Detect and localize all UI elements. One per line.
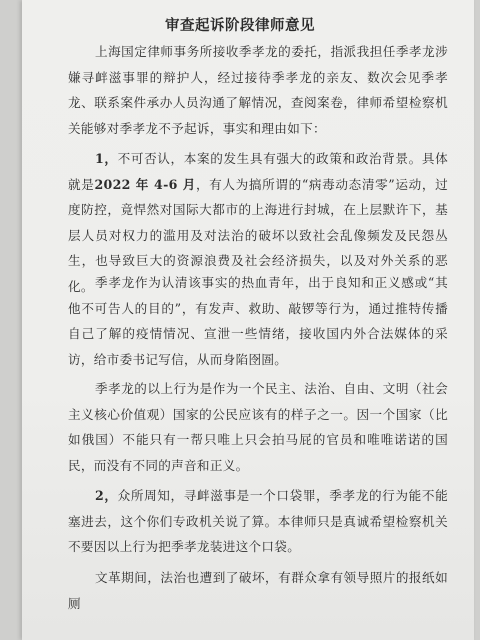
paragraph-text: ，有人为搞所谓的“病毒动态清零”运动，过度防控，竟悍然对国际大都市的上海进行封城，在上层默许下，基层人员对权力的滥用及对法治的破坏以致社会乱像频发及民怨丛生，也导致巨大的资源浪费及社会经济损失，以及对外关系的恶化。 <box>68 176 448 294</box>
paragraph-text: 不可否认，本案的发生具有强大的政策和政治背景。具体就是 <box>68 151 448 192</box>
paragraph-point-2 <box>68 483 448 560</box>
date-range: 2022 年 4-6 月 <box>94 176 196 192</box>
paragraph-values: 季孝龙的以上行为是作为一个民主、法治、自由、文明（社会主义核心价值观）国家的公民应该有的样子之一。因一个国家（比如俄国）不能只有一帮只唯上只会拍马屁的官员和唯唯诺诺的国民，而没有不同的声音和正义。 <box>68 381 448 473</box>
point-number: 2， <box>95 488 118 503</box>
paragraph-intro: 上海国定律师事务所接收季孝龙的委托，指派我担任季孝龙涉嫌寻衅滋事罪的辩护人，经过接待季孝龙的亲友、数次会见季孝龙、联系案件承办人员沟通了解情况，查阅案卷，律师希望检察机关能够对季孝龙不予起诉，事实和理由如下： <box>68 44 448 136</box>
paragraph-cultural-revolution: 文革期间，法治也遭到了破坏，有群众拿有领导照片的报纸如厕 <box>68 570 448 611</box>
paragraph-actions: 季孝龙作为认清该事实的热血青年，出于良知和正义感或“其他不可告人的目的”，有发声、救助、敲锣等行为，通过推特传播自己了解的疫情情况、宣泄一些情绪，接收国内外合法媒体的采访，给市委书记写信，从而身陷囹圄。 <box>68 275 448 367</box>
document-title: 审查起诉阶段律师意见 <box>165 17 315 34</box>
paragraph-text: 众所周知，寻衅滋事是一个口袋罪，季孝龙的行为能不能塞进去，这个你们专政机关说了算。本律师只是真诚希望检察机关不要因以上行为把季孝龙装进这个口袋。 <box>68 488 448 554</box>
point-number: 1， <box>95 151 118 166</box>
